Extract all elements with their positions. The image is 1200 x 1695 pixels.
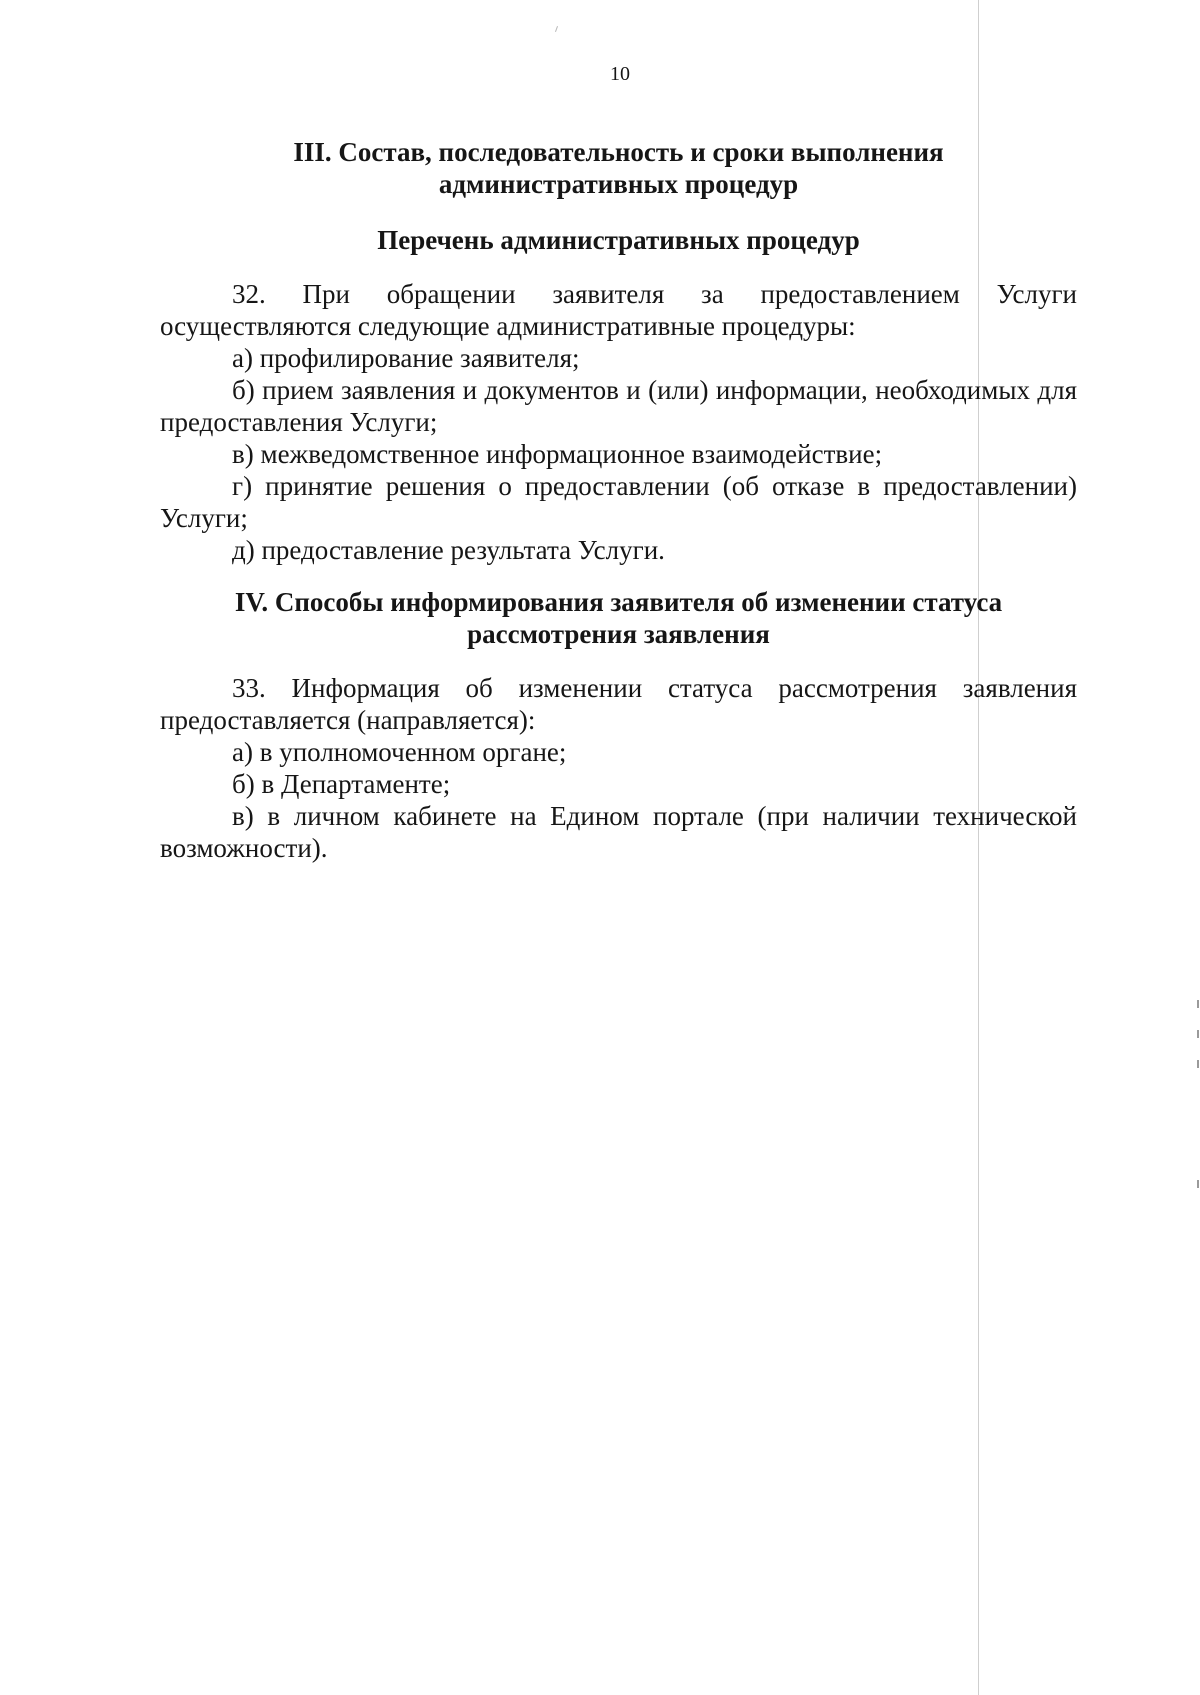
scan-edge-mark [1197,1060,1199,1068]
scan-edge-mark [1197,1030,1199,1038]
scan-edge-mark [1197,1180,1199,1188]
scan-edge-mark [1197,1000,1199,1008]
list-item: б) прием заявления и документов и (или) информации, необходимых для предоставления Услуги; [160,375,1077,437]
list-item: а) профилирование заявителя; [232,343,580,373]
section-3-heading-line-2: административных процедур [438,169,799,199]
list-item: а) в уполномоченном органе; [232,737,567,767]
list-item: г) принятие решения о предоставлении (об отказе в предоставлении) Услуги; [160,471,1077,533]
list-item: д) предоставление результата Услуги. [232,535,665,565]
section-3-subheading: Перечень административных процедур [377,225,860,255]
paragraph-32: 32. При обращении заявителя за предоставлением Услуги осуществляются следующие административные процедуры: [160,279,1077,341]
section-4-heading [160,586,1077,650]
section-3-heading [160,136,1077,200]
section-4-heading-line-2: рассмотрения заявления [467,619,770,649]
list-item: в) в личном кабинете на Едином портале (при наличии технической возможности). [160,801,1077,863]
paragraph-33: 33. Информация об изменении статуса рассмотрения заявления предоставляется (направляется): [160,673,1077,735]
scan-speck [555,26,558,32]
document-body [160,136,1077,864]
section-3-heading-line-1: III. Состав, последовательность и сроки выполнения [293,137,944,167]
list-item: б) в Департаменте; [232,769,451,799]
list-item: в) межведомственное информационное взаимодействие; [232,439,883,469]
section-4-heading-line-1: IV. Способы информирования заявителя об изменении статуса [234,587,1003,617]
page-number: 10 [610,63,630,85]
